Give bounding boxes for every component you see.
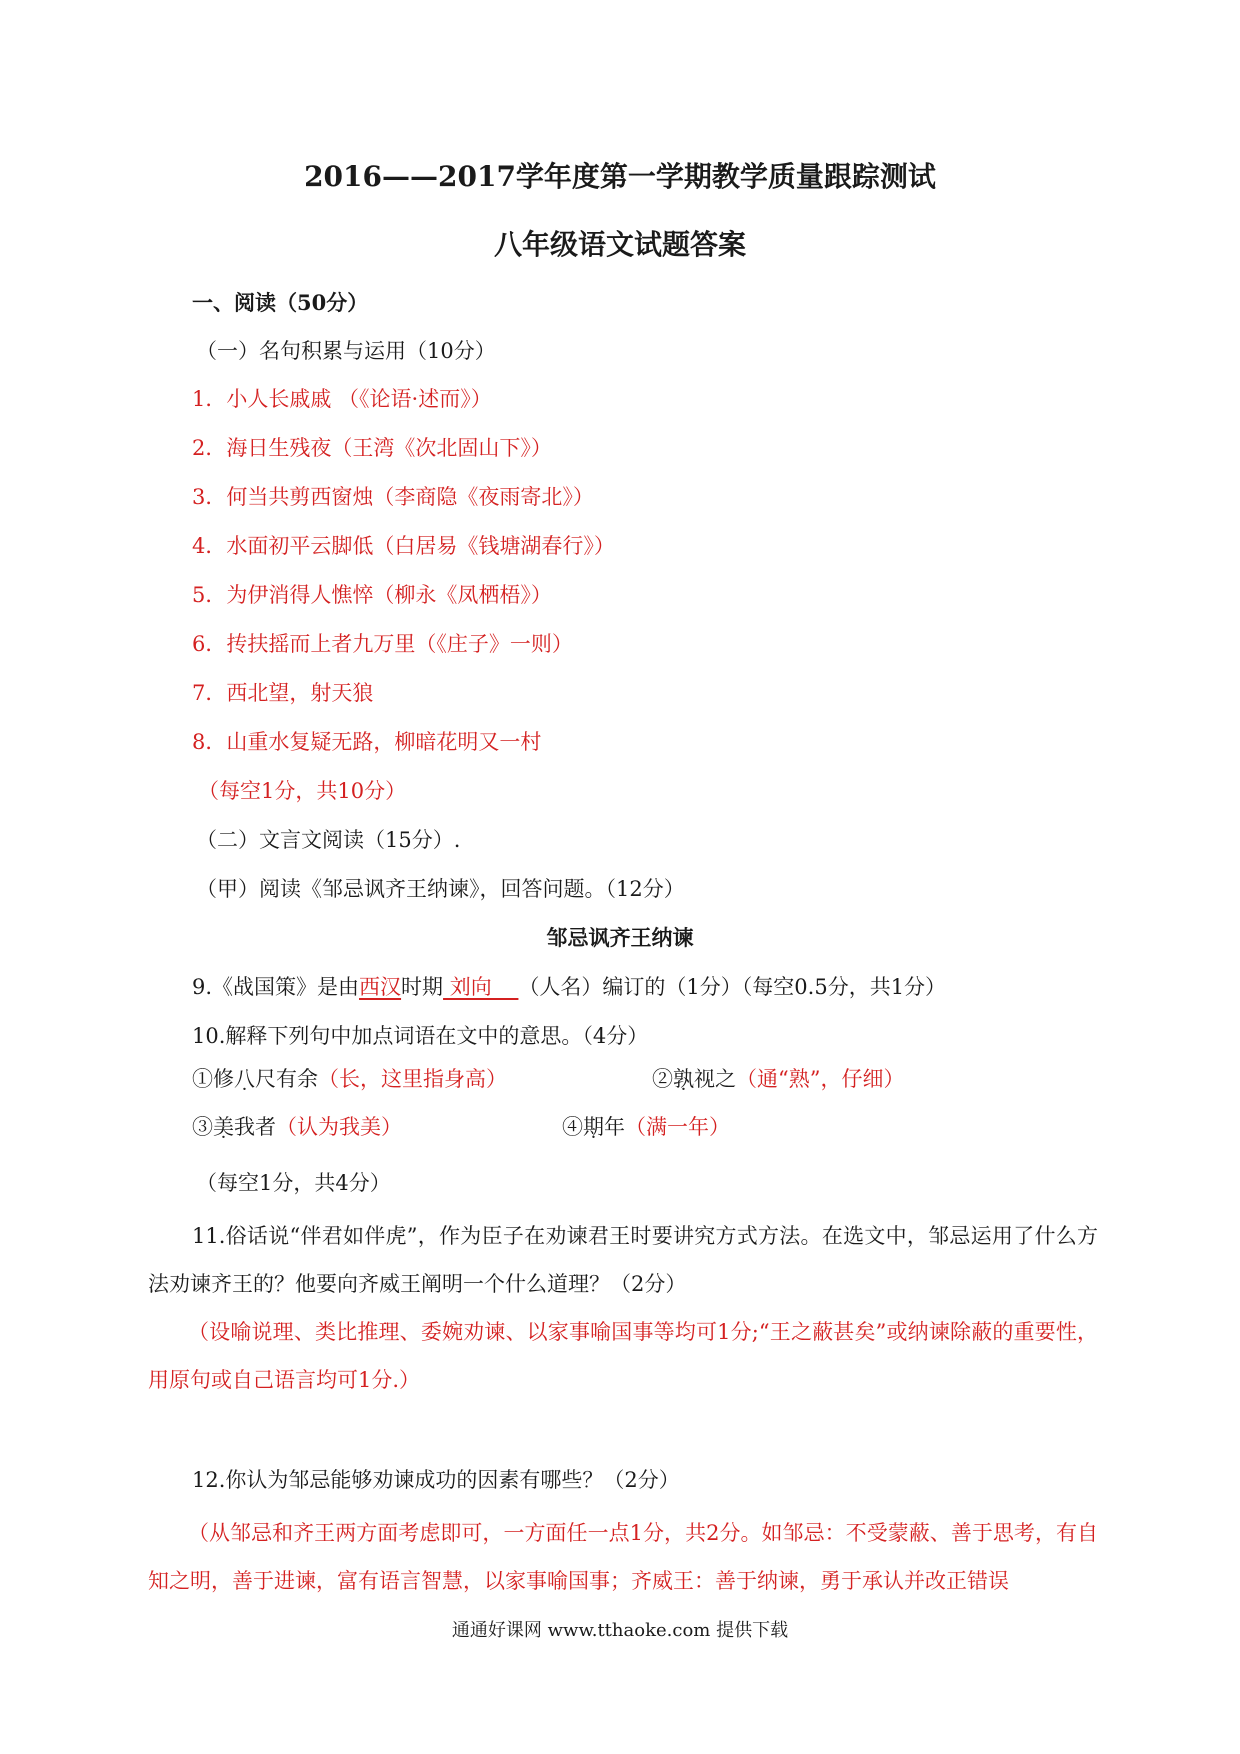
item-text: 我者: [234, 1115, 276, 1139]
passage-title: 邹忌讽齐王纳谏: [546, 925, 694, 950]
part1-heading: （一）名句积累与运用（10分）: [196, 339, 496, 363]
sub-a-heading: （甲）阅读《邹忌讽齐王纳谏》，回答问题。（12分）: [196, 877, 685, 901]
part1-score-note: （每空1分，共10分）: [198, 779, 407, 803]
q10-item-2: [652, 1064, 904, 1094]
part2-heading: （二）文言文阅读（15分）.: [196, 828, 461, 852]
q9-blank-2: 刘向: [443, 975, 519, 999]
answer-3: 3．何当共剪西窗烛（李商隐《夜雨寄北》）: [192, 485, 594, 509]
answer-11: （设喻说理、类比推理、委婉劝谏、以家事喻国事等均可1分;“王之蔽甚矣”或纳谏除蔽的重要性，用原句或自己语言均可1分.）: [148, 1320, 1098, 1392]
answer-5: 5．为伊消得人憔悴（柳永《凤栖梧》）: [192, 583, 552, 607]
q10-item-4: [562, 1112, 730, 1142]
answer-7: 7．西北望，射天狼: [192, 681, 374, 705]
q10-score-note: （每空1分，共4分）: [196, 1171, 391, 1195]
question-10: 10.解释下列句中加点词语在文中的意思。（4分）: [192, 1024, 649, 1048]
answer-2: 2．海日生残夜（王湾《次北固山下》）: [192, 436, 552, 460]
item-text: 修: [213, 1067, 234, 1091]
item-answer: （通“熟”，仔细）: [736, 1067, 905, 1091]
dotted-word: 期: [583, 1115, 604, 1139]
answer-8: 8．山重水复疑无路，柳暗花明又一村: [192, 730, 542, 754]
answer-12: （从邹忌和齐王两方面考虑即可，一方面任一点1分，共2分。如邹忌：不受蒙蔽、善于思考，有自知之明，善于进谏，富有语言智慧，以家事喻国事；齐威王：善于纳谏，勇于承认并改正错误: [148, 1521, 1098, 1593]
dotted-word: 八: [234, 1067, 255, 1091]
question-11: 11.俗话说“伴君如伴虎”，作为臣子在劝谏君王时要讲究方式方法。在选文中，邹忌运用了什么方法劝谏齐王的？他要向齐威王阐明一个什么道理？（2分）: [148, 1224, 1098, 1296]
item-text: 年: [604, 1115, 625, 1139]
question-9: [192, 972, 946, 1002]
q9-prefix: 9.《战国策》是由: [192, 975, 360, 999]
dotted-word: 孰: [673, 1067, 694, 1091]
q10-item-3: [192, 1112, 402, 1142]
item-answer: （长，这里指身高）: [318, 1067, 507, 1091]
item-answer: （认为我美）: [276, 1115, 402, 1139]
item-number: ③: [192, 1115, 213, 1139]
item-text: 视之: [694, 1067, 736, 1091]
document-title: 2016——2017学年度第一学期教学质量跟踪测试: [304, 160, 936, 193]
q10-item-1: [192, 1064, 507, 1094]
answer-1: 1．小人长戚戚 （《论语·述而》）: [192, 387, 492, 411]
dotted-word: 美: [213, 1115, 234, 1139]
item-number: ①: [192, 1067, 213, 1091]
section-heading: 一、阅读（50分）: [192, 290, 369, 315]
item-number: ②: [652, 1067, 673, 1091]
document-subtitle: 八年级语文试题答案: [493, 228, 746, 261]
q9-middle: 时期: [401, 975, 444, 999]
item-answer: （满一年）: [625, 1115, 730, 1139]
q9-suffix: （人名）编订的（1分）（每空0.5分，共1分）: [518, 975, 947, 999]
footer-text: 通通好课网 www.tthaoke.com 提供下载: [451, 1620, 789, 1641]
q9-blank-1: 西汉: [359, 975, 402, 999]
answer-4: 4．水面初平云脚低（白居易《钱塘湖春行》）: [192, 534, 615, 558]
question-12: 12.你认为邹忌能够劝谏成功的因素有哪些？（2分）: [192, 1468, 680, 1492]
item-number: ④: [562, 1115, 583, 1139]
answer-6: 6．抟扶摇而上者九万里（《庄子》一则）: [192, 632, 573, 656]
item-text: 尺有余: [255, 1067, 318, 1091]
